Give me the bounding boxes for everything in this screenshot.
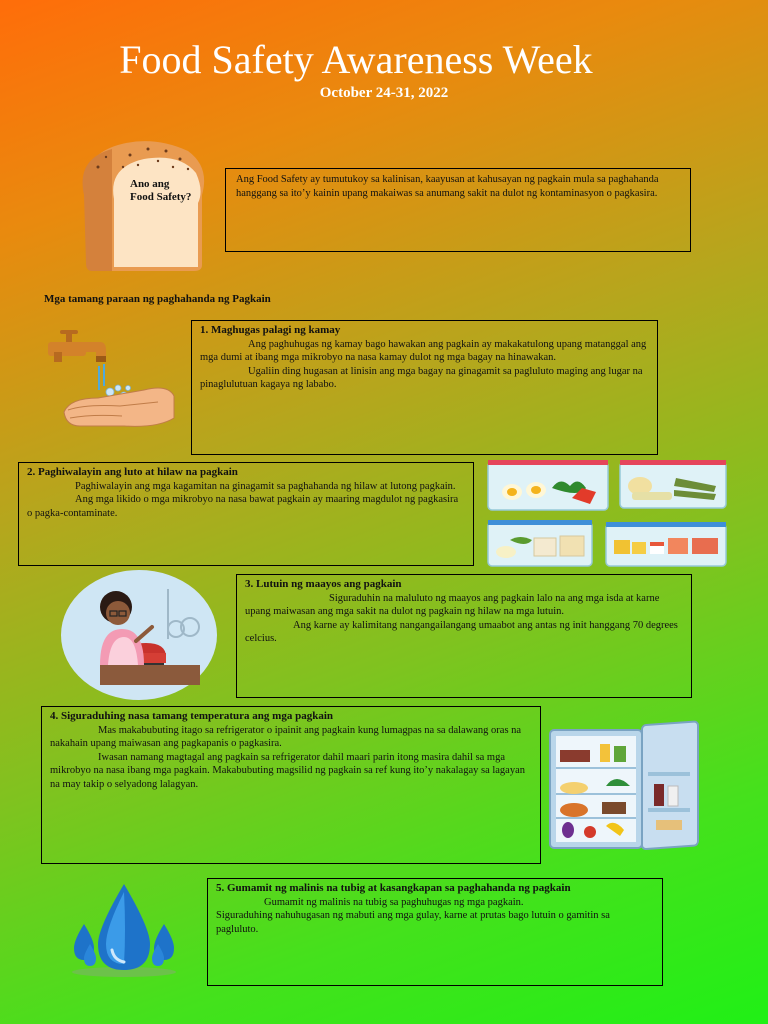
definition-text: Ang Food Safety ay tumutukoy sa kalinisan, kaayusan at kahusayan ng pagkain mula sa paghahanda hanggang sa ito’y kainin upang makaiwas sa anumang sakit na dulot ng kontaminasyon o pagkasira. (236, 174, 659, 199)
refrigerator-icon (546, 720, 706, 852)
step-3-text-2: Ang karne ay kalimitang nangangailangang umaabot ang antas ng init hanggang 70 degrees celcius. (245, 619, 678, 644)
step-4-title: 4. Siguraduhing nasa tamang temperatura ang mga pagkain (50, 710, 333, 722)
step-1-text-1: Ang paghuhugas ng kamay bago hawakan ang pagkain ay makakatulong upang matanggal ang mga dumi at ibang mga mikrobyo na nasa kamay dulot ng mga bagay na hinawakan. (200, 338, 647, 363)
food-containers-icon (486, 458, 730, 570)
step-3-box (236, 574, 692, 698)
step-1-box (191, 320, 658, 455)
step-5-box (207, 878, 663, 986)
step-1-text-2: Ugaliin ding hugasan at linisin ang mga bagay na ginagamit sa pagluluto maging ang lugar na pinaglulutuan kagaya ng lababo. (200, 365, 643, 390)
step-3-title: 3. Lutuin ng maayos ang pagkain (245, 578, 402, 590)
step-4-text-1: Mas makabubuting itago sa refrigerator o ipainit ang pagkain kung lumagpas na sa dalawang oras na nakahain upang maiwasan ang pagkapanis o pagkasira. (50, 724, 522, 749)
bread-icon (78, 137, 210, 275)
step-4-text-2: Iwasan namang magtagal ang pagkain sa refrigerator dahil maari parin itong masira dahil sa mga mikrobyo na nasa ibang mga pagkain. Makabubuting magsilid ng pagkain sa ref kung ito’y nakalagay sa lagayan na may takip o selyadong lalagyan. (50, 751, 525, 790)
step-2-title: 2. Paghiwalayin ang luto at hilaw na pagkain (27, 466, 238, 478)
step-2-box (18, 462, 474, 566)
event-date: October 24-31, 2022 (319, 85, 449, 101)
handwash-icon (40, 330, 176, 436)
page-title: Food Safety Awareness Week (119, 37, 593, 82)
step-1-title: 1. Maghugas palagi ng kamay (200, 324, 341, 336)
step-4-box (41, 706, 541, 864)
bread-label: Ano ang Food Safety? (130, 178, 192, 203)
step-3-text-1: Siguraduhin na maluluto ng maayos ang pagkain lalo na ang mga isda at karne upang maiwasan ang mga sakit na dulot ng pagkain ng hilaw na mga lutuin. (245, 592, 660, 617)
step-5-title: 5. Gumamit ng malinis na tubig at kasangkapan sa paghahanda ng pagkain (216, 882, 571, 894)
step-2-text-1: Paghiwalayin ang mga kagamitan na ginagamit sa paghahanda ng hilaw at lutong pagkain. (75, 480, 456, 492)
cook-icon (60, 569, 218, 701)
definition-box (225, 168, 691, 252)
step-5-text-1: Gumamit ng malinis na tubig sa paghuhugas ng mga pagkain. (264, 896, 524, 908)
water-drop-icon (66, 880, 182, 978)
section-heading: Mga tamang paraan ng paghahanda ng Pagkain (44, 293, 271, 305)
step-5-text-2: Siguraduhing nahuhugasan ng mabuti ang mga gulay, karne at prutas bago lutuin o gamitin sa pagluluto. (216, 910, 610, 935)
step-2-text-2: Ang mga likido o mga mikrobyo na nasa bawat pagkain ay maaring magdulot ng pagkasira o pagka-contaminate. (27, 494, 459, 519)
